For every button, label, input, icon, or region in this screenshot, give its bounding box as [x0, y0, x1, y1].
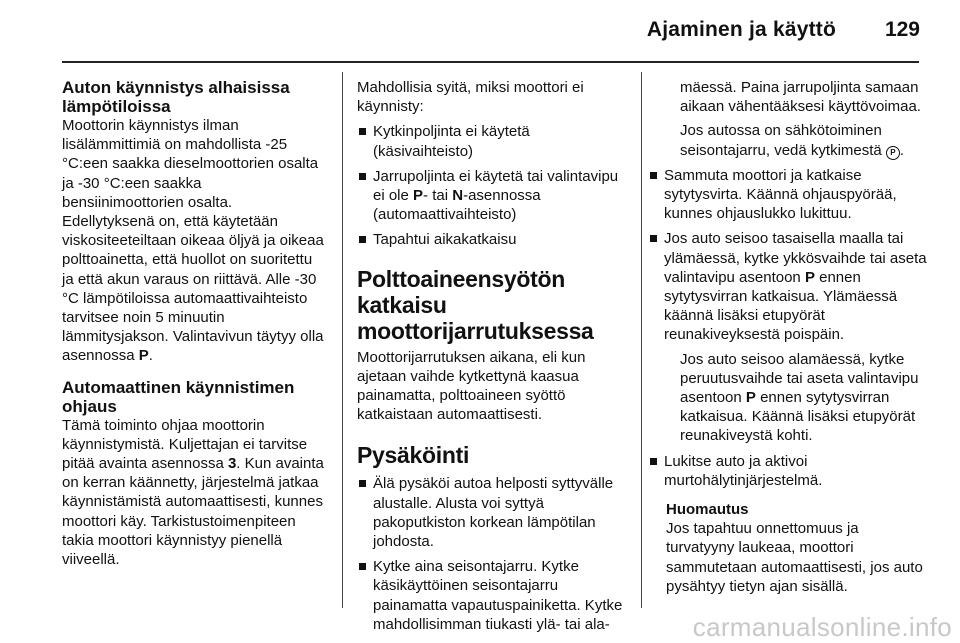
note-heading: Huomautus	[666, 501, 749, 519]
list-item: Tapahtui aikakatkaisu	[357, 230, 623, 249]
parking-brake-icon: P	[886, 146, 900, 160]
causes-list	[357, 122, 623, 249]
paragraph-cold-start: Moottorin käynnistys ilman lisälämmittimiä on mahdollista -25 °C:een saakka dieselmoottorien osalta ja -30 °C:een saakka bensiinimoottorien osalta. Edellytyksenä on, että käytetään viskositeeteiltaan oikeaa öljyä ja oikeaa polttoainetta, että huollot on suoritettu ja että akun varaus on riittävä. Alle -30 °C lämpötiloissa automaattivaihteisto tarvitsee noin 5 minuutin lämmitysjakson. Valintavivun täytyy olla asennossa P.	[62, 117, 324, 365]
column-divider-1	[342, 72, 343, 608]
column-2	[357, 78, 623, 634]
watermark: carmanualsonline.info	[692, 612, 952, 642]
header-rule	[62, 61, 919, 63]
parking-steps-list	[648, 166, 928, 345]
paragraph-fuel-cutoff: Moottorijarrutuksen aikana, eli kun ajetaan vaihde kytkettynä kaasua painamatta, polttoaineen syöttö katkaistaan automaattisesti.	[357, 348, 586, 424]
lock-list	[648, 452, 928, 490]
list-item: Jarrupoljinta ei käytetä tai valintavipu ei ole P- tai N-asennossa (automaattivaihteisto)	[357, 167, 623, 225]
list-item: Sammuta moottori ja katkaise sytytysvirta. Käännä ohjauspyörää, kunnes ohjauslukko lukittuu.	[648, 166, 928, 224]
list-item: Lukitse auto ja aktivoi murtohälytinjärjestelmä.	[648, 452, 928, 490]
paragraph-electric-brake: Jos autossa on sähkötoiminen seisontajarru, vedä kytkimestä P .	[680, 122, 905, 159]
list-item: Jos auto seisoo tasaisella maalla tai ylämäessä, kytke ykkösvaihde tai aseta valintavipu asentoon P ennen sytytysvirran katkaisua. Ylämäessä käännä lisäksi etupyörät reunakiveyksestä poispäin.	[648, 229, 928, 344]
note-text: Jos tapahtuu onnettomuus ja turvatyyny laukeaa, moottori sammutetaan automaattisesti, jos auto pysähtyy tietyn ajan sisällä.	[666, 520, 923, 595]
heading-auto-starter: Automaattinen käynnistimen ohjaus	[62, 377, 295, 416]
paragraph-causes: Mahdollisia syitä, miksi moottori ei käynnisty:	[357, 79, 584, 116]
paragraph-downhill: Jos auto seisoo alamäessä, kytke peruutusvaihde tai aseta valintavipu asentoon P ennen sytytysvirran katkaisua. Käännä lisäksi etupyörät reunakiveystä kohti.	[680, 350, 919, 445]
column-3	[664, 78, 928, 596]
heading-cold-start: Auton käynnistys alhaisissa lämpötiloissa	[62, 78, 290, 116]
column-divider-2	[641, 72, 642, 608]
parking-list	[357, 474, 623, 634]
heading-parking: Pysäköinti	[357, 442, 470, 469]
list-item: Älä pysäköi autoa helposti syttyvälle alustalle. Alusta voi syttyä pakoputkiston korkean lämpötilan johdosta.	[357, 474, 623, 551]
page-header	[0, 14, 960, 50]
list-item: Kytkinpoljinta ei käytetä (käsivaihteisto)	[357, 122, 623, 160]
heading-fuel-cutoff: Polttoaineensyötön katkaisu moottorijarrutuksessa	[357, 265, 594, 344]
page-number: 129	[884, 18, 920, 41]
paragraph-continued: mäessä. Paina jarrupoljinta samaan aikaan vähentääksesi käyttövoimaa.	[680, 79, 921, 116]
paragraph-auto-starter: Tämä toiminto ohjaa moottorin käynnistymistä. Kuljettajan ei tarvitse pitää avainta asennossa 3. Kun avainta on kerran käännetty, järjestelmä jatkaa käynnistämistä automaattisesti, kunnes moottori käy. Tarkistustoimenpiteen takia moottori käynnistyy pienellä viiveellä.	[62, 416, 324, 569]
section-title: Ajaminen ja käyttö	[646, 18, 836, 41]
column-1	[62, 78, 326, 569]
list-item: Kytke aina seisontajarru. Kytke käsikäyttöinen seisontajarru painamatta vapautuspainiketta. Kytke mahdollisimman tiukasti ylä- tai ala-	[357, 557, 623, 634]
